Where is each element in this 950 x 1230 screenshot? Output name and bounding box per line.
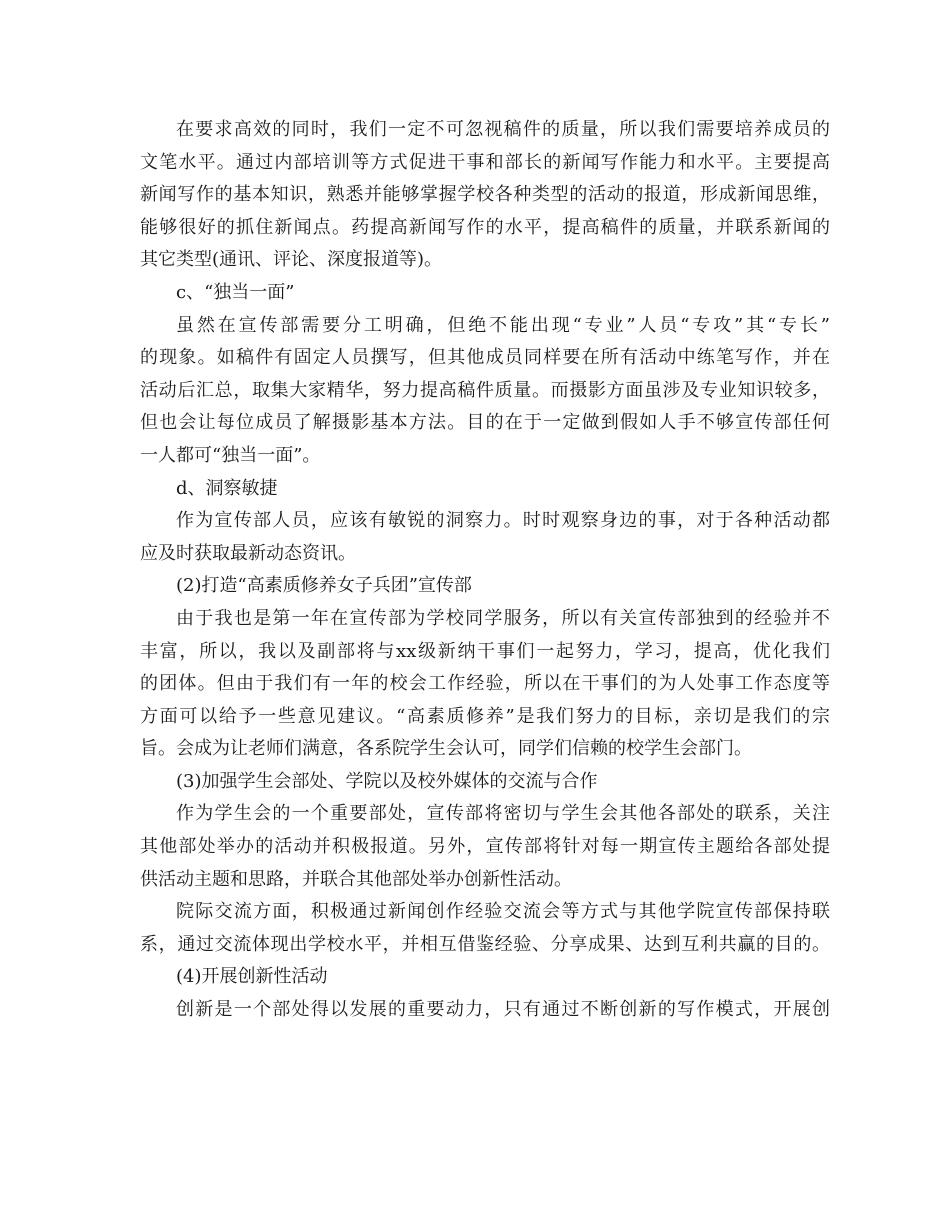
text-line: (2)打造“高素质修养女子兵团”宣传部 [176, 575, 472, 597]
text-line: 的现象。如稿件有固定人员撰写，但其他成员同样要在所有活动中练笔写作，并在 [140, 347, 830, 369]
text-line: 新闻写作的基本知识，熟悉并能够掌握学校各种类型的活动的报道，形成新闻思维， [140, 184, 830, 206]
text-line: 一人都可“独当一面”。 [140, 444, 321, 466]
text-line: 文笔水平。通过内部培训等方式促进干事和部长的新闻写作能力和水平。主要提高 [140, 151, 830, 173]
text-line: d、洞察敏捷 [176, 477, 278, 499]
text-line: 作为宣传部人员，应该有敏锐的洞察力。时时观察身边的事，对于各种活动都 [176, 510, 830, 532]
text-line: 作为学生会的一个重要部处，宣传部将密切与学生会其他各部处的联系，关注 [176, 803, 830, 825]
text-line: 院际交流方面，积极通过新闻创作经验交流会等方式与其他学院宣传部保持联 [176, 901, 830, 923]
text-line: 方面可以给予一些意见建议。“高素质修养”是我们努力的目标，亲切是我们的宗 [140, 705, 830, 727]
text-line: (4)开展创新性活动 [176, 966, 328, 988]
text-line: 旨。会成为让老师们满意，各系院学生会认可，同学们信赖的校学生会部门。 [140, 738, 752, 760]
text-line: 虽然在宣传部需要分工明确，但绝不能出现“专业”人员“专攻”其“专长” [176, 314, 830, 336]
text-line: c、“独当一面” [176, 281, 295, 303]
text-line: 供活动主题和思路，并联合其他部处举办创新性活动。 [140, 868, 572, 890]
text-line: 能够很好的抓住新闻点。药提高新闻写作的水平，提高稿件的质量，并联系新闻的 [140, 216, 830, 238]
text-line: 在要求高效的同时，我们一定不可忽视稿件的质量，所以我们需要培养成员的 [176, 119, 830, 140]
document-body [140, 114, 830, 1027]
text-line: 丰富，所以，我以及副部将与xx级新纳干事们一起努力，学习，提高，优化我们 [140, 640, 830, 662]
text-line: 的团体。但由于我们有一年的校会工作经验，所以在干事们的为人处事工作态度等 [140, 673, 830, 695]
text-line: 应及时获取最新动态资讯。 [140, 542, 356, 564]
text-line: (3)加强学生会部处、学院以及校外媒体的交流与合作 [176, 770, 598, 792]
text-line: 由于我也是第一年在宣传部为学校同学服务，所以有关宣传部独到的经验并不 [176, 607, 830, 629]
text-line: 其他部处举办的活动并积极报道。另外，宣传部将针对每一期宣传主题给各部处提 [140, 836, 830, 858]
text-line: 但也会让每位成员了解摄影基本方法。目的在于一定做到假如人手不够宣传部任何 [140, 412, 830, 434]
text-line: 其它类型(通讯、评论、深度报道等)。 [140, 249, 443, 271]
text-line: 活动后汇总，取集大家精华，努力提高稿件质量。而摄影方面虽涉及专业知识较多， [140, 379, 830, 401]
text-line: 创新是一个部处得以发展的重要动力，只有通过不断创新的写作模式，开展创 [176, 999, 830, 1021]
text-line: 系，通过交流体现出学校水平，并相互借鉴经验、分享成果、达到互利共赢的目的。 [140, 933, 830, 955]
